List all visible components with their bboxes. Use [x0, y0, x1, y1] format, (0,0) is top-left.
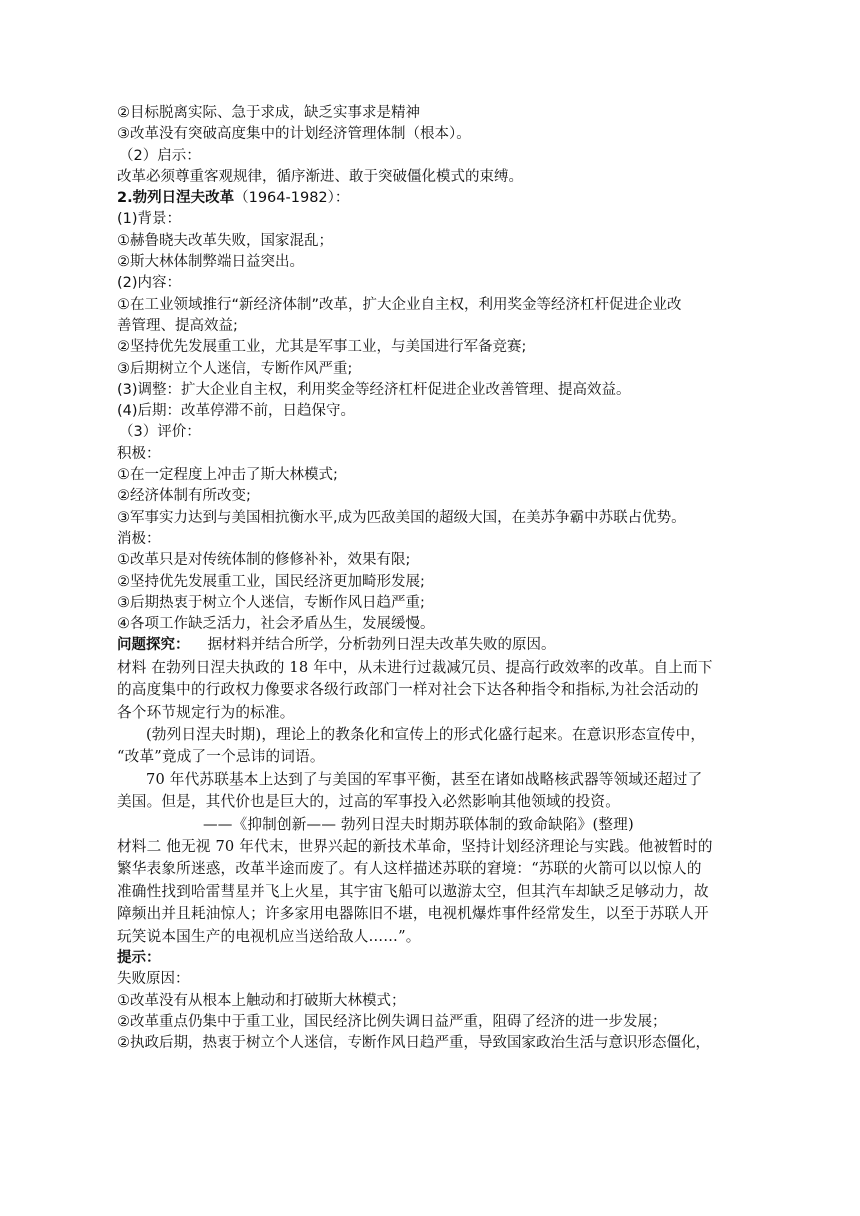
section-years: （1964-1982）： [234, 190, 350, 207]
text-line: ②改革重点仍集中于重工业，国民经济比例失调日益严重，阻碍了经济的进一步发展； [117, 1013, 667, 1030]
material-line: 玩笑说本国生产的电视机应当送给敌人……”。 [117, 927, 421, 945]
text-line: ①改革没有从根本上触动和打破斯大林模式； [117, 992, 406, 1009]
subheading: (2)内容： [117, 275, 182, 292]
text-line: ①在工业领域推行“新经济体制”改革，扩大企业自主权，利用奖金等经济杠杆促进企业改 [117, 296, 682, 313]
subheading: （2）启示： [119, 147, 201, 164]
material-line: 障频出并且耗油惊人；许多家用电器陈旧不堪，电视机爆炸事件经常发生，以至于苏联人开 [117, 905, 709, 923]
material-line: 70 年代苏联基本上达到了与美国的军事平衡，甚至在诸如战略核武器等领域还超过了 [146, 770, 703, 788]
text-line: ③后期热衷于树立个人迷信，专断作风日趋严重; [117, 594, 425, 611]
text-line: ②目标脱离实际、急于求成，缺乏实事求是精神 [117, 105, 420, 121]
text-line: ③军事实力达到与美国相抗衡水平,成为匹敌美国的超级大国，在美苏争霸中苏联占优势。 [117, 509, 686, 526]
text-line: ①改革只是对传统体制的修修补补，效果有限; [117, 552, 411, 569]
material-line: (勃列日涅夫时期)，理论上的教条化和宣传上的形式化盛行起来。在意识形态宣传中， [146, 725, 706, 743]
text-line: ④各项工作缺乏活力，社会矛盾丛生，发展缓慢。 [117, 616, 435, 633]
subheading: （3）评价： [119, 424, 201, 441]
text-line: (3)调整：扩大企业自主权，利用奖金等经济杠杆促进企业改善管理、提高效益。 [117, 381, 631, 398]
question-text: 据材料并结合所学，分析勃列日涅夫改革失败的原因。 [207, 637, 556, 654]
text-line: ③改革没有突破高度集中的计划经济管理体制（根本）。 [117, 126, 471, 143]
material-line: 材料 在勃列日涅夫执政的 18 年中，从未进行过裁减冗员、提高行政效率的改革。自上而下 [117, 658, 713, 676]
material-line: 的高度集中的行政权力像要求各级行政部门一样对社会下达各种指令和指标,为社会活动的 [117, 681, 699, 699]
text-line: ②坚持优先发展重工业，尤其是军事工业，与美国进行军备竞赛; [117, 339, 527, 356]
text-line: (4)后期：改革停滞不前，日趋保守。 [117, 403, 356, 420]
subheading: (1)背景： [117, 211, 182, 228]
material-line: “改革”竟成了一个忌讳的词语。 [117, 748, 325, 766]
text-line: 善管理、提高效益; [117, 317, 238, 334]
text-line: ②经济体制有所改变; [117, 488, 251, 505]
question-line [117, 635, 757, 656]
text-line: 积极： [117, 445, 161, 462]
text-line: ②斯大林体制弊端日益突出。 [117, 254, 304, 271]
text-line: ①赫鲁晓夫改革失败，国家混乱； [117, 232, 333, 249]
material-line: 材料二 他无视 70 年代末，世界兴起的新技术革命，坚持计划经济理论与实践。他被暂时的 [117, 837, 713, 855]
text-line: 失败原因： [117, 971, 190, 988]
text-line: 改革必须尊重客观规律，循序渐进、敢于突破僵化模式的束缚。 [117, 168, 523, 185]
text-line: ①在一定程度上冲击了斯大林模式; [117, 467, 338, 484]
text-line: 消极： [117, 530, 161, 547]
material-line: 美国。但是，其代价也是巨大的，过高的军事投入必然影响其他领域的投资。 [117, 793, 620, 811]
question-label: 问题探究： [117, 637, 190, 654]
text-line: ②执政后期，热衷于树立个人迷信，专断作风日趋严重，导致国家政治生活与意识形态僵化， [117, 1035, 710, 1052]
material-line: 准确性找到哈雷彗星并飞上火星，其宇宙飞船可以遨游太空，但其汽车却缺乏足够动力，故 [117, 882, 709, 900]
text-line: ③后期树立个人迷信，专断作风严重; [117, 360, 353, 377]
section-heading [117, 188, 757, 209]
hint-heading: 提示： [117, 950, 161, 966]
text-line: ②坚持优先发展重工业，国民经济更加畸形发展; [117, 573, 425, 590]
material-source: ——《抑制创新—— 勃列日涅夫时期苏联体制的致命缺陷》(整理) [203, 815, 634, 833]
section-title: 2.勃列日涅夫改革 [117, 190, 235, 207]
document-body [117, 103, 757, 1054]
material-line: 各个环节规定行为的标准。 [117, 703, 295, 721]
material-line: 繁华表象所迷惑，改革半途而废了。有人这样描述苏联的窘境：“苏联的火箭可以以惊人的 [117, 860, 702, 878]
